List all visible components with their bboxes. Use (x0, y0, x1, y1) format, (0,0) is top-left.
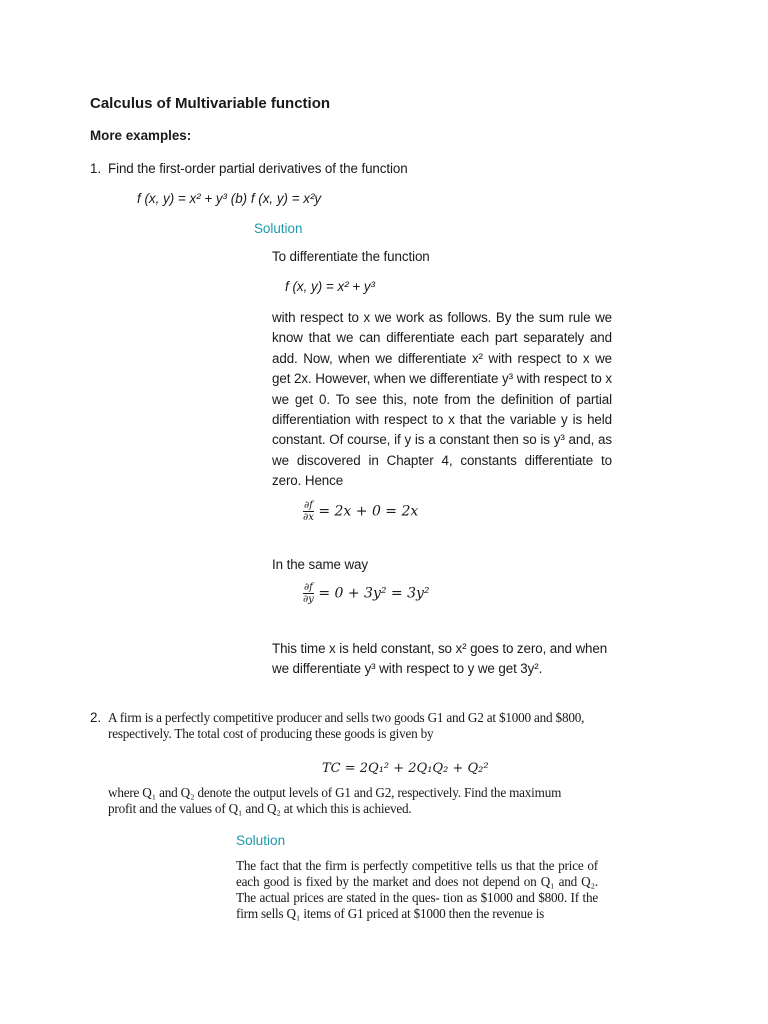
equation-rhs: = 2x + 0 = 2x (318, 503, 419, 520)
solution-intro: To differentiate the function (272, 249, 430, 264)
section-subheading: More examples: (90, 128, 192, 143)
fraction-numerator: ∂f (304, 500, 313, 511)
question-2-solution-label: Solution (236, 833, 286, 848)
fraction-df-dx (303, 500, 314, 523)
partial-derivative-x (303, 500, 418, 523)
question-1-text: Find the first-order partial derivatives of the function (108, 161, 408, 176)
question-1-solution-label: Solution (254, 221, 303, 236)
function-expression: f (x, y) = x² + y³ (285, 279, 376, 294)
page-title: Calculus of Multivariable function (90, 95, 331, 112)
closing-paragraph: This time x is held constant, so x² goes to zero, and when we differentiate y³ with respect to y we get 3y². (272, 641, 608, 677)
question-2-after-equation: where Q₁ and Q₂ denote the output levels of G1 and G2, respectively. Find the maximum profit and the values of Q₁ and Q₂ at which this is achieved. (108, 785, 562, 816)
question-2-number: 2. (90, 710, 101, 725)
same-way-text: In the same way (272, 557, 369, 572)
fraction-denominator: ∂y (303, 594, 314, 605)
equation-rhs: = 0 + 3y² = 3y² (318, 585, 430, 602)
fraction-df-dy (303, 582, 314, 605)
partial-derivative-y (303, 582, 430, 605)
total-cost-equation: TC = 2Q₁² + 2Q₁Q₂ + Q₂² (322, 761, 489, 776)
question-1-number: 1. (90, 161, 101, 176)
question-2-text: A firm is a perfectly competitive producer and sells two goods G1 and G2 at $1000 and $800, respectively. The total cost of producing these goods is given by (108, 710, 585, 741)
question-2-solution-text: The fact that the firm is perfectly competitive tells us that the price of each good is fixed by the market and does not depend on Q₁ and Q₂. The actual prices are stated in the ques- tion as $1000 and $800. If the firm sells Q₁ items of G1 priced at $1000 then the revenue is (236, 858, 598, 921)
question-1-functions: f (x, y) = x² + y³ (b) f (x, y) = x²y (137, 191, 322, 206)
solution-paragraph: with respect to x we work as follows. By the sum rule we know that we can differentiate each part separately and add. Now, when we differentiate x² with respect to x we get 2x. However, when we differentiate y³ with respect to x we get 0. To see this, note from the definition of partial differentiation with respect to x that the variable y is held constant. Of course, if y is a constant then so is y³ and, as we discovered in Chapter 4, constants differentiate to zero. Hence (272, 310, 612, 489)
fraction-denominator: ∂x (303, 512, 314, 523)
fraction-numerator: ∂f (304, 582, 313, 593)
